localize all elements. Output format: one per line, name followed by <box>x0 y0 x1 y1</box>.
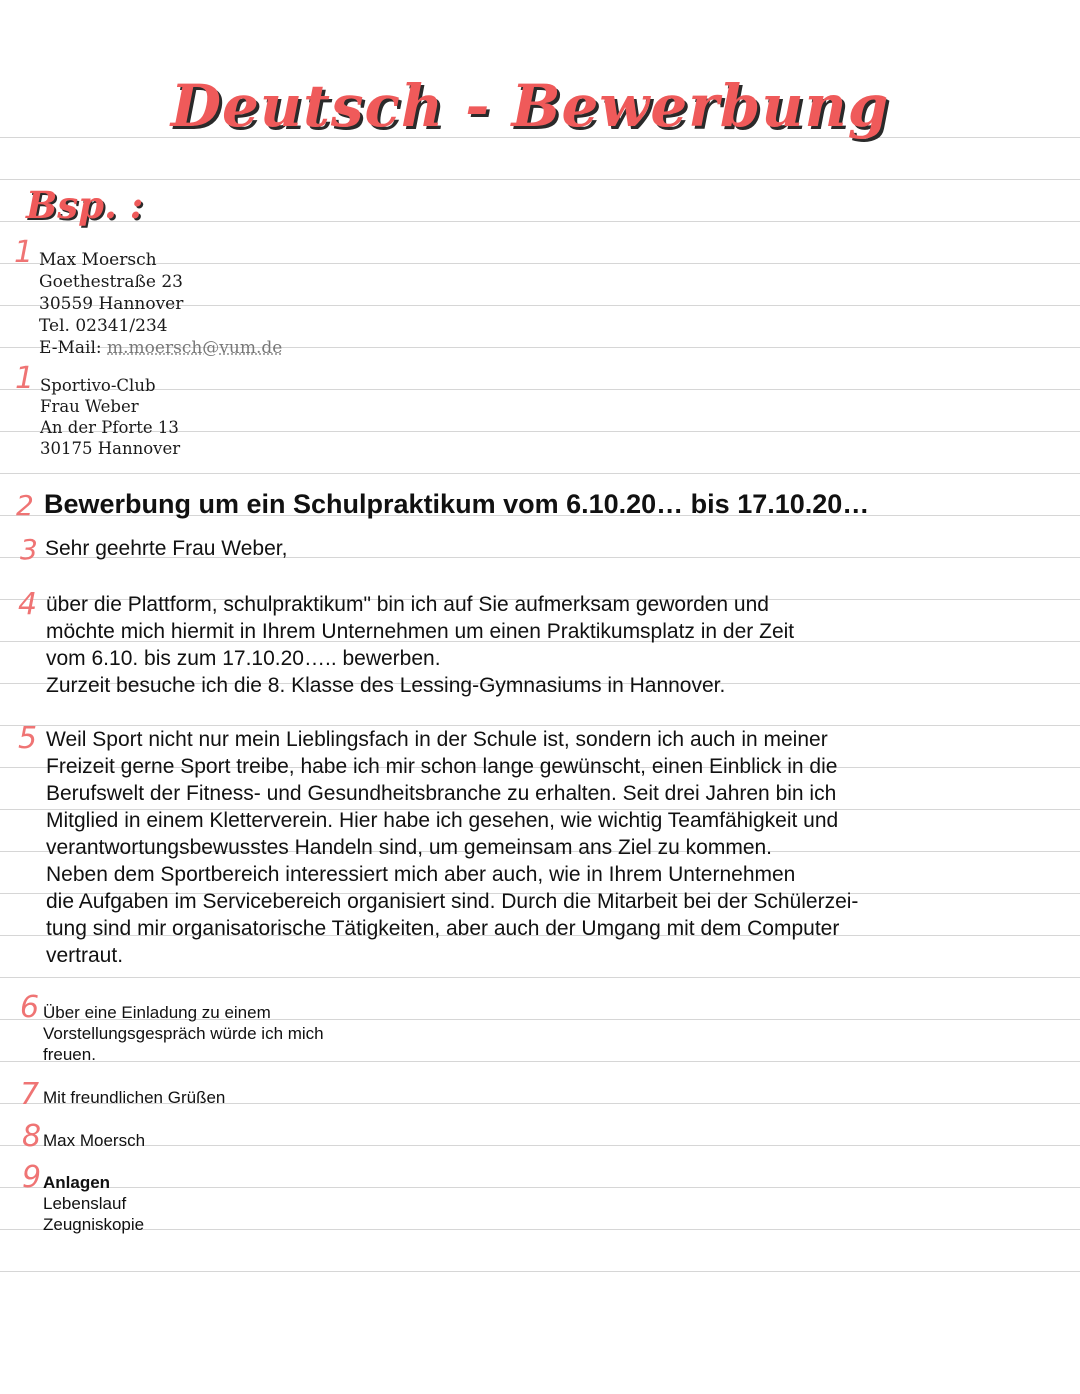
sender-city: 30559 Hannover <box>39 294 184 314</box>
page-title: Deutsch - Bewerbung <box>170 72 890 140</box>
sender-email-line <box>39 337 282 359</box>
sender-address <box>39 249 282 359</box>
sender-name: Max Moersch <box>39 250 157 270</box>
attachments-heading: Anlagen <box>43 1173 111 1192</box>
main-paragraph <box>46 726 858 969</box>
marker-greeting: 7 <box>20 1077 40 1112</box>
intro-paragraph <box>46 591 794 699</box>
main-line: Weil Sport nicht nur mein Lieblingsfach in der Schule ist, sondern ich auch in meiner <box>46 728 828 751</box>
marker-signature: 8 <box>22 1119 42 1154</box>
marker-closing: 6 <box>20 990 40 1025</box>
closing-request <box>43 1002 324 1065</box>
rule-line <box>0 977 1080 978</box>
marker-intro: 4 <box>18 587 38 622</box>
main-line: tung sind mir organisatorische Tätigkeiten, aber auch der Umgang mit dem Computer <box>46 917 840 940</box>
greeting: Mit freundlichen Grüßen <box>43 1088 226 1107</box>
rule-line <box>0 1187 1080 1188</box>
recipient-address <box>40 375 180 459</box>
intro-line: vom 6.10. bis zum 17.10.20….. bewerben. <box>46 647 441 670</box>
attachments <box>43 1172 144 1235</box>
marker-subject: 2 <box>16 489 34 522</box>
signature: Max Moersch <box>43 1131 146 1150</box>
salutation: Sehr geehrte Frau Weber, <box>45 537 288 560</box>
main-line: Berufswelt der Fitness- und Gesundheitsbranche zu erhalten. Seit drei Jahren bin ich <box>46 782 837 805</box>
example-label: Bsp. : <box>26 183 144 227</box>
closing-line: Über eine Einladung zu einem <box>43 1003 271 1022</box>
rule-line <box>0 179 1080 180</box>
main-line: verantwortungsbewusstes Handeln sind, um gemeinsam ans Ziel zu kommen. <box>46 836 773 859</box>
sender-email-link[interactable]: m.moersch@vum.de <box>107 338 283 358</box>
rule-line <box>0 473 1080 474</box>
closing-line: freuen. <box>43 1045 96 1064</box>
rule-line <box>0 1145 1080 1146</box>
marker-sender: 1 <box>14 235 34 270</box>
attachment-item: Zeugniskopie <box>43 1215 145 1234</box>
attachment-item: Lebenslauf <box>43 1194 127 1213</box>
rule-line <box>0 221 1080 222</box>
main-line: die Aufgaben im Servicebereich organisiert sind. Durch die Mitarbeit bei der Schülerzei- <box>46 890 859 913</box>
closing-line: Vorstellungsgespräch würde ich mich <box>43 1024 324 1043</box>
subject-line: Bewerbung um ein Schulpraktikum vom 6.10.20… bis 17.10.20… <box>44 489 870 519</box>
intro-line: möchte mich hiermit in Ihrem Unternehmen um einen Praktikumsplatz in der Zeit <box>46 620 795 643</box>
recipient-city: 30175 Hannover <box>40 439 181 458</box>
sender-phone: Tel. 02341/234 <box>39 316 168 336</box>
rule-line <box>0 1271 1080 1272</box>
sender-street: Goethestraße 23 <box>39 272 183 292</box>
intro-line: über die Plattform, schulpraktikum" bin ich auf Sie aufmerksam geworden und <box>46 593 769 616</box>
marker-recipient: 1 <box>15 361 35 396</box>
marker-attachments: 9 <box>22 1160 42 1195</box>
marker-main: 5 <box>18 721 38 756</box>
main-line: Mitglied in einem Kletterverein. Hier habe ich gesehen, wie wichtig Teamfähigkeit und <box>46 809 839 832</box>
marker-salutation: 3 <box>20 533 38 566</box>
sender-email-label: E-Mail: <box>39 338 102 358</box>
main-line: Neben dem Sportbereich interessiert mich aber auch, wie in Ihrem Unternehmen <box>46 863 796 886</box>
recipient-contact: Frau Weber <box>40 397 139 416</box>
main-line: Freizeit gerne Sport treibe, habe ich mir schon lange gewünscht, einen Einblick in die <box>46 755 838 778</box>
intro-line: Zurzeit besuche ich die 8. Klasse des Lessing-Gymnasiums in Hannover. <box>46 674 726 697</box>
recipient-company: Sportivo-Club <box>40 376 156 395</box>
recipient-street: An der Pforte 13 <box>40 418 179 437</box>
main-line: vertraut. <box>46 944 124 967</box>
rule-line <box>0 1229 1080 1230</box>
